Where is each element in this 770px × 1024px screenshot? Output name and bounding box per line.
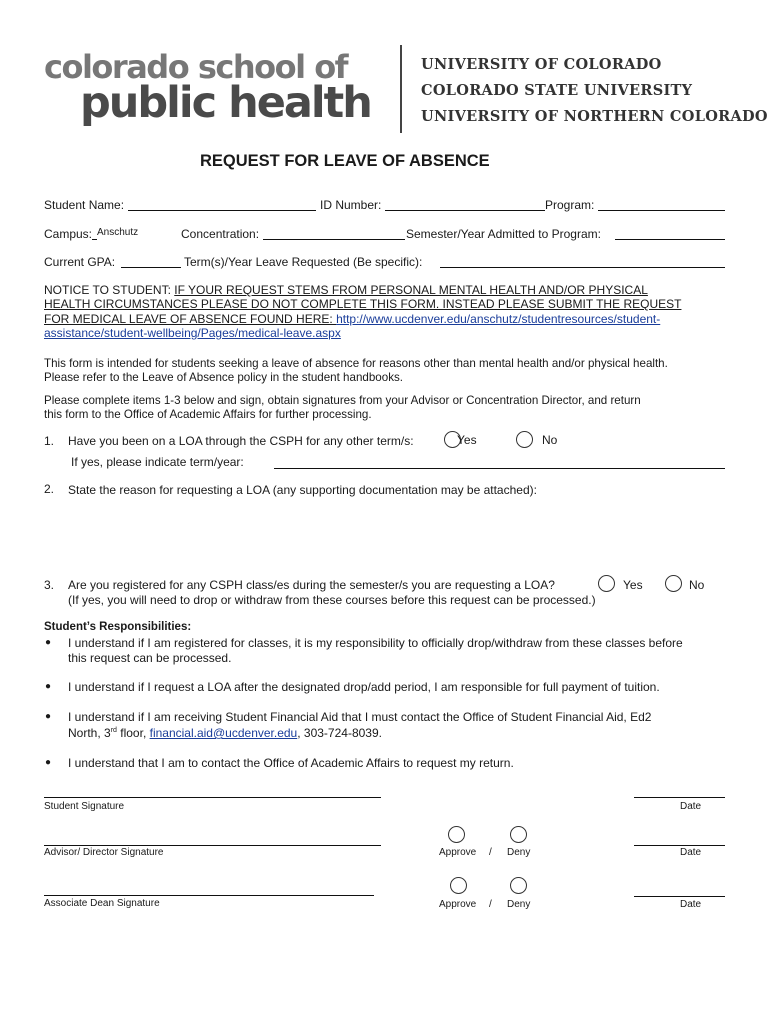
- dean-approve-label: Approve: [439, 899, 477, 910]
- dean-date-line[interactable]: [634, 896, 725, 897]
- concentration-label: Concentration:: [181, 227, 260, 241]
- q1-yes-label: Yes: [457, 433, 477, 447]
- campus-label: Campus:: [44, 227, 93, 241]
- bullet-4: ●: [45, 757, 52, 768]
- q1-number: 1.: [44, 434, 55, 448]
- program-label: Program:: [545, 198, 595, 212]
- intro-p1-line1: This form is intended for students seeking a leave of absence for reasons other than mental health and/or physical health.: [44, 357, 668, 370]
- intro-p2-line2: this form to the Office of Academic Affairs for further processing.: [44, 408, 372, 421]
- logo-line-2: public health: [80, 78, 371, 128]
- dean-signature-label: Associate Dean Signature: [44, 898, 160, 909]
- q3-note: (If yes, you will need to drop or withdraw from these courses before this request can be processed.): [68, 593, 596, 607]
- id-number-field[interactable]: [385, 210, 545, 211]
- q3-no-label: No: [689, 578, 705, 592]
- term-requested-field[interactable]: [440, 267, 725, 268]
- form-title: REQUEST FOR LEAVE OF ABSENCE: [200, 152, 490, 170]
- semester-admitted-field[interactable]: [615, 239, 725, 240]
- medical-leave-link-cont[interactable]: assistance/student-wellbeing/Pages/medical-leave.aspx: [44, 326, 341, 340]
- r3-sup: rd: [110, 727, 117, 734]
- id-number-label: ID Number:: [320, 198, 382, 212]
- financial-aid-email-link[interactable]: financial.aid@ucdenver.edu: [149, 726, 298, 740]
- bullet-3: ●: [45, 711, 52, 722]
- logo-divider: [400, 45, 402, 133]
- q1-text: Have you been on a LOA through the CSPH for any other term/s:: [68, 434, 414, 448]
- q3-yes-label: Yes: [623, 578, 643, 592]
- q2-reason-area[interactable]: [68, 500, 725, 570]
- advisor-signature-label: Advisor/ Director Signature: [44, 847, 164, 858]
- campus-value[interactable]: Anschutz: [97, 227, 139, 238]
- q3-yes-radio[interactable]: [598, 575, 615, 592]
- dean-deny-radio[interactable]: [510, 877, 527, 894]
- program-field[interactable]: [598, 210, 725, 211]
- responsibility-1-line1: I understand if I am registered for classes, it is my responsibility to officially drop/withdraw from these classes before: [68, 636, 683, 650]
- q1-no-radio[interactable]: [516, 431, 533, 448]
- advisor-signature-line[interactable]: [44, 845, 381, 846]
- responsibility-1-line2: this request can be processed.: [68, 651, 232, 665]
- gpa-field[interactable]: [121, 267, 181, 268]
- notice-text-3: FOR MEDICAL LEAVE OF ABSENCE FOUND HERE:: [44, 312, 337, 326]
- advisor-deny-radio[interactable]: [510, 826, 527, 843]
- r3-text-c: , 303-724-8039.: [297, 726, 382, 740]
- advisor-approve-label: Approve: [439, 847, 477, 858]
- medical-leave-link[interactable]: http://www.ucdenver.edu/anschutz/studentresources/student-: [336, 312, 661, 326]
- intro-p1-line2: Please refer to the Leave of Absence policy in the student handbooks.: [44, 371, 404, 384]
- notice-line-1: [44, 283, 648, 297]
- responsibility-3-line1: I understand if I am receiving Student Financial Aid that I must contact the Office of Student Financial Aid, Ed2: [68, 710, 652, 724]
- q3-no-radio[interactable]: [665, 575, 682, 592]
- logo-line-1: colorado school of: [44, 48, 348, 86]
- concentration-field[interactable]: [263, 239, 405, 240]
- q1-term-year-field[interactable]: [274, 468, 725, 469]
- q2-text: State the reason for requesting a LOA (any supporting documentation may be attached):: [68, 483, 537, 497]
- notice-line-3: [44, 312, 660, 326]
- dean-deny-label: Deny: [507, 899, 531, 910]
- advisor-date-line[interactable]: [634, 845, 725, 846]
- r3-text-a: North, 3: [68, 726, 111, 740]
- responsibility-4: I understand that I am to contact the Office of Academic Affairs to request my return.: [68, 756, 514, 770]
- gpa-label: Current GPA:: [44, 255, 116, 269]
- term-requested-label: Term(s)/Year Leave Requested (Be specific):: [184, 255, 423, 269]
- advisor-slash: /: [489, 847, 492, 858]
- notice-text-1: IF YOUR REQUEST STEMS FROM PERSONAL MENTAL HEALTH AND/OR PHYSICAL: [174, 283, 648, 297]
- q1-no-label: No: [542, 433, 558, 447]
- advisor-deny-label: Deny: [507, 847, 531, 858]
- dean-slash: /: [489, 899, 492, 910]
- university-2: COLORADO STATE UNIVERSITY: [421, 82, 693, 99]
- student-date-label: Date: [680, 801, 702, 812]
- student-signature-line[interactable]: [44, 797, 381, 798]
- advisor-date-label: Date: [680, 847, 702, 858]
- advisor-approve-radio[interactable]: [448, 826, 465, 843]
- q3-text: Are you registered for any CSPH class/es during the semester/s you are requesting a LOA?: [68, 578, 555, 592]
- university-1: UNIVERSITY OF COLORADO: [421, 56, 662, 73]
- student-signature-label: Student Signature: [44, 801, 125, 812]
- university-3: UNIVERSITY OF NORTHERN COLORADO: [421, 108, 768, 125]
- dean-signature-line[interactable]: [44, 895, 374, 896]
- student-date-line[interactable]: [634, 797, 725, 798]
- responsibility-3-line2: [68, 726, 382, 740]
- responsibility-2: I understand if I request a LOA after the designated drop/add period, I am responsible for full payment of tuition.: [68, 680, 660, 694]
- responsibilities-heading: Student’s Responsibilities:: [44, 621, 192, 633]
- semester-admitted-label: Semester/Year Admitted to Program:: [406, 227, 601, 241]
- bullet-1: ●: [45, 637, 52, 648]
- intro-p2-line1: Please complete items 1-3 below and sign, obtain signatures from your Advisor or Concentration Director, and return: [44, 394, 641, 407]
- r3-text-b: floor,: [116, 726, 150, 740]
- notice-line-2: HEALTH CIRCUMSTANCES PLEASE DO NOT COMPLETE THIS FORM. INSTEAD PLEASE SUBMIT THE REQUEST: [44, 297, 682, 311]
- campus-field[interactable]: [92, 239, 97, 240]
- q1-followup-label: If yes, please indicate term/year:: [71, 455, 244, 469]
- dean-date-label: Date: [680, 899, 702, 910]
- q2-number: 2.: [44, 482, 55, 496]
- dean-approve-radio[interactable]: [450, 877, 467, 894]
- q3-number: 3.: [44, 578, 55, 592]
- student-name-field[interactable]: [128, 210, 316, 211]
- notice-prefix: NOTICE TO STUDENT:: [44, 283, 175, 297]
- bullet-2: ●: [45, 681, 52, 692]
- student-name-label: Student Name:: [44, 198, 125, 212]
